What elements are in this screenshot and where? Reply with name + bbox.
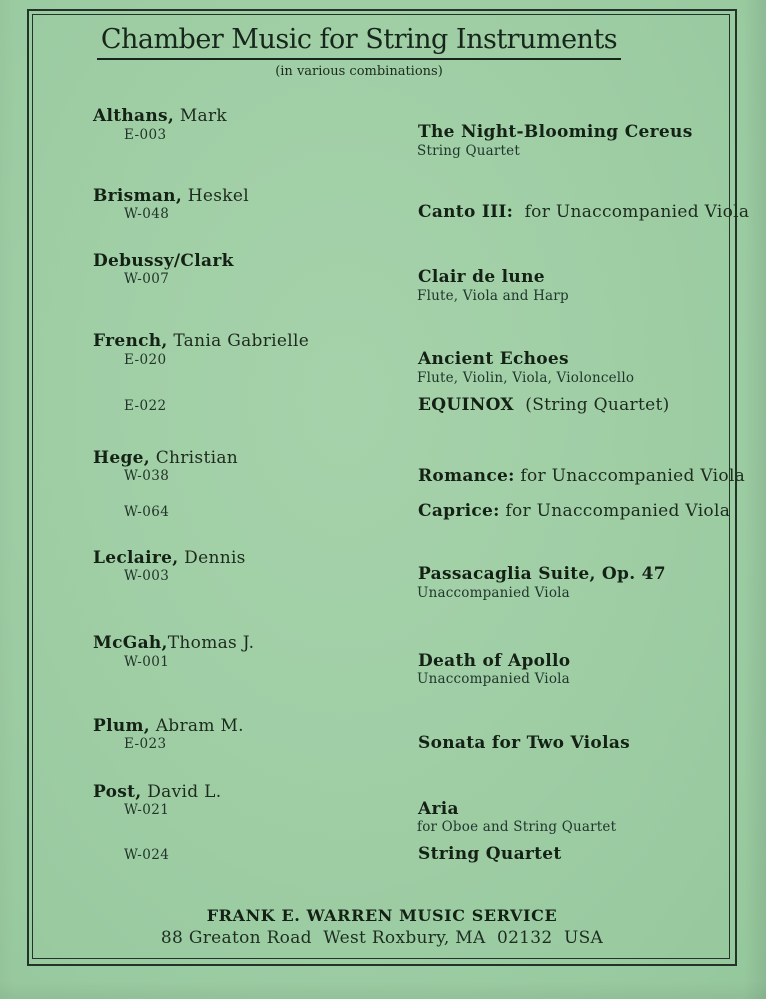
composer-surname: McGah, (93, 633, 168, 653)
footer-address: 88 Greaton Road West Roxbury, MA 02132 USA (160, 928, 604, 948)
composer-name (93, 633, 254, 653)
page-title: Chamber Music for String Instruments (97, 24, 621, 60)
work-title (418, 122, 693, 142)
work-title-rest: for Unaccompanied Viola (513, 202, 750, 222)
work-title (418, 395, 670, 415)
composer-name (93, 106, 227, 126)
composer-given-name: Mark (174, 106, 227, 126)
work-instrumentation: for Oboe and String Quartet (417, 819, 617, 835)
work-title-main: The Night-Blooming Cereus (418, 122, 693, 142)
catalog-code: W-003 (124, 568, 170, 584)
work-title-main: Aria (418, 799, 459, 819)
work-title-rest: for Unaccompanied Viola (499, 501, 731, 521)
work-title-main: Passacaglia Suite, Op. 47 (418, 564, 666, 584)
composer-surname: Hege, (93, 448, 150, 468)
composer-given-name: Thomas J. (167, 633, 255, 653)
work-title (418, 564, 666, 584)
work-title (418, 202, 749, 222)
composer-surname: French, (93, 331, 168, 351)
work-title-main: EQUINOX (418, 395, 514, 415)
catalog-code: E-023 (124, 736, 167, 752)
work-instrumentation: Flute, Viola and Harp (417, 288, 569, 304)
work-instrumentation: Flute, Violin, Viola, Violoncello (417, 370, 635, 386)
work-title-rest: (String Quartet) (513, 395, 670, 415)
catalog-code: W-048 (124, 206, 170, 222)
outer-border-frame (27, 9, 737, 966)
composer-name (93, 448, 238, 468)
composer-given-name: Dennis (178, 548, 246, 568)
catalog-code: E-022 (124, 398, 167, 414)
catalog-code: W-038 (124, 468, 170, 484)
work-title (418, 651, 570, 671)
composer-given-name: Heskel (182, 186, 249, 206)
catalog-code: W-001 (124, 654, 170, 670)
composer-given-name: Christian (150, 448, 238, 468)
work-title (418, 349, 569, 369)
work-title (418, 844, 562, 864)
work-title-main: Ancient Echoes (418, 349, 569, 369)
composer-surname: Brisman, (93, 186, 183, 206)
work-title-rest: for Unaccompanied Viola (514, 466, 746, 486)
work-title-main: Sonata for Two Violas (418, 733, 631, 753)
catalog-code: W-064 (124, 504, 170, 520)
work-instrumentation: Unaccompanied Viola (417, 671, 570, 687)
catalog-code: E-003 (124, 127, 167, 143)
catalog-code: W-024 (124, 847, 170, 863)
composer-surname: Debussy/Clark (93, 251, 234, 271)
composer-name (93, 716, 244, 736)
page-subtitle: (in various combinations) (275, 64, 443, 79)
work-title (418, 799, 459, 819)
work-title-main: Romance: (418, 466, 515, 486)
composer-given-name: Tania Gabrielle (167, 331, 310, 351)
footer-publisher: FRANK E. WARREN MUSIC SERVICE (206, 906, 558, 925)
composer-name (93, 782, 221, 802)
composer-given-name: Abram M. (150, 716, 244, 736)
composer-surname: Althans, (93, 106, 175, 126)
composer-surname: Plum, (93, 716, 151, 736)
work-title (418, 501, 730, 521)
composer-name (93, 548, 246, 568)
work-title (418, 733, 630, 753)
composer-given-name: David L. (141, 782, 222, 802)
work-title-main: String Quartet (418, 844, 562, 864)
work-title-main: Caprice: (418, 501, 500, 521)
composer-name (93, 251, 234, 271)
work-title (418, 267, 545, 287)
catalog-code: E-020 (124, 352, 167, 368)
work-title-main: Death of Apollo (418, 651, 571, 671)
work-instrumentation: String Quartet (417, 143, 520, 159)
composer-surname: Post, (93, 782, 142, 802)
catalog-code: W-007 (124, 271, 170, 287)
work-title-main: Clair de lune (418, 267, 545, 287)
work-title (418, 466, 745, 486)
title-block (29, 24, 689, 79)
catalog-code: W-021 (124, 802, 170, 818)
composer-name (93, 186, 249, 206)
work-title-main: Canto III: (418, 202, 514, 222)
composer-surname: Leclaire, (93, 548, 179, 568)
composer-name (93, 331, 309, 351)
work-instrumentation: Unaccompanied Viola (417, 585, 570, 601)
